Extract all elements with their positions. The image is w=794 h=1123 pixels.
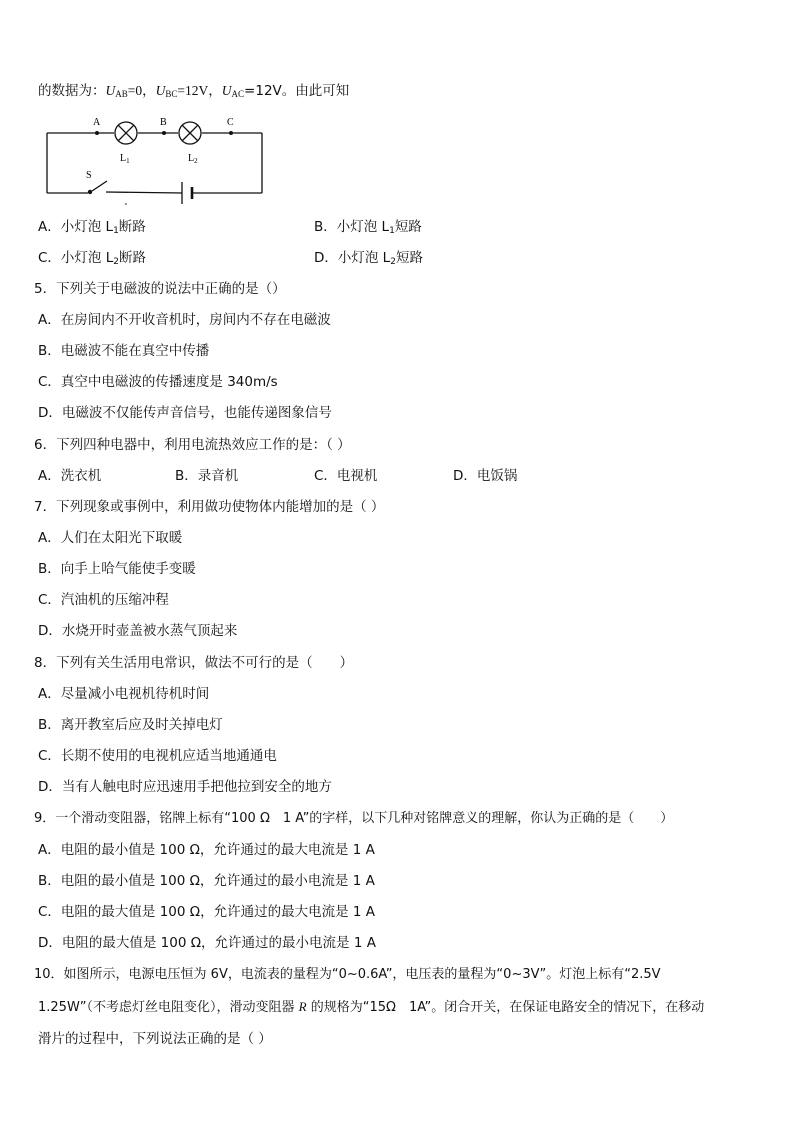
q4-row-ab: [38, 218, 146, 240]
q4-option-b: B．小灯泡 $L_1$短路: [314, 219, 422, 236]
q5-option-b: B．电磁波不能在真空中传播: [38, 343, 210, 359]
q5-option-a: A．在房间内不开收音机时，房间内不存在电磁波: [38, 312, 331, 328]
uab-value: =0，: [127, 83, 156, 98]
uac-symbol: U: [221, 83, 232, 98]
q9-option-a: A．电阻的最小值是 100 Ω，允许通过的最大电流是 1 A: [38, 842, 375, 858]
ubc-value: =12V，: [177, 83, 222, 98]
q9-option-b: B．电阻的最小值是 100 Ω，允许通过的最小电流是 1 A: [38, 873, 375, 889]
q8-option-d: D．当有人触电时应迅速用手把他拉到安全的地方: [38, 779, 332, 795]
circuit-diagram: [40, 112, 270, 207]
uac-value: =12V。由此可知: [244, 83, 350, 99]
uab-symbol: U: [105, 83, 116, 98]
q6-option-a: A．洗衣机: [38, 468, 102, 484]
point-c-label: C: [227, 117, 234, 128]
q9-option-d: D．电阻的最大值是 100 Ω，允许通过的最小电流是 1 A: [38, 935, 376, 951]
q5-option-c: C．真空中电磁波的传播速度是 340m/s: [38, 374, 278, 390]
q8-stem: 8．下列有关生活用电常识，做法不可行的是（ ）: [34, 655, 354, 671]
q6-option-d: D．电饭锅: [453, 468, 518, 484]
q9-stem: 9．一个滑动变阻器，铭牌上标有“100 Ω 1 A”的字样，以下几种对铭牌意义的理解，你认为正确的是（ ）: [34, 811, 674, 826]
q8-option-c: C．长期不使用的电视机应适当地通通电: [38, 748, 277, 764]
q6-option-b: B．录音机: [175, 468, 239, 484]
point-a-label: A: [93, 117, 101, 128]
intro-line: [38, 82, 349, 103]
ubc-subscript: BC: [165, 89, 178, 99]
q8-option-a: A．尽量减小电视机待机时间: [38, 686, 210, 702]
lamp-l2-label: $L_2$: [188, 153, 198, 165]
point-b-label: B: [160, 117, 167, 128]
q10-stem-line2: 1.25W”（不考虑灯丝电阻变化），滑动变阻器 R 的规格为“15Ω 1A”。闭合开关，在保证电路安全的情况下，在移动: [38, 999, 705, 1015]
q10-stem-line1: 10．如图所示，电源电压恒为 6V，电流表的量程为“0~0.6A”，电压表的量程为“0~3V”。灯泡上标有“2.5V: [34, 967, 661, 982]
ubc-symbol: U: [155, 83, 166, 98]
uab-subscript: AB: [115, 89, 128, 99]
q4-option-d: D．小灯泡 $L_2$短路: [314, 250, 423, 267]
q6-stem: 6．下列四种电器中，利用电流热效应工作的是：（ ）: [34, 437, 351, 453]
switch-s-label: S: [86, 170, 92, 181]
q9-option-c: C．电阻的最大值是 100 Ω，允许通过的最大电流是 1 A: [38, 904, 375, 920]
q6-option-c: C．电视机: [314, 468, 378, 484]
q8-option-b: B．离开教室后应及时关掉电灯: [38, 717, 223, 733]
q7-option-c: C．汽油机的压缩冲程: [38, 592, 169, 608]
uac-subscript: AC: [231, 89, 245, 99]
q7-option-d: D．水烧开时壶盖被水蒸气顶起来: [38, 623, 238, 639]
q5-option-d: D．电磁波不仅能传声音信号，也能传递图象信号: [38, 405, 332, 421]
q4-option-c: C．小灯泡 $L_2$断路: [38, 250, 146, 267]
q7-option-b: B．向手上哈气能使手变暖: [38, 561, 196, 577]
intro-prefix: 的数据为：: [38, 83, 106, 99]
q5-stem: 5．下列关于电磁波的说法中正确的是（）: [34, 281, 286, 297]
q7-stem: 7．下列现象或事例中，利用做功使物体内能增加的是（ ）: [34, 499, 385, 515]
q7-option-a: A．人们在太阳光下取暖: [38, 530, 183, 546]
q4-option-a: A．小灯泡 $L_1$断路: [38, 219, 146, 236]
q10-stem-line3: 滑片的过程中，下列说法正确的是（ ）: [38, 1031, 272, 1047]
lamp-l1-label: $L_1$: [120, 153, 130, 165]
